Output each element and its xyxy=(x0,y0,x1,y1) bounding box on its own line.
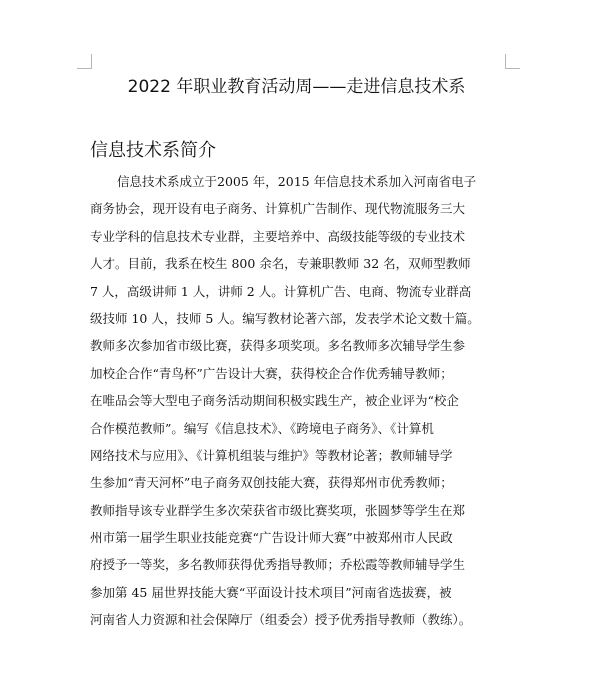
paragraph-line: 府授予一等奖，多名教师获得优秀指导教师；乔松霞等教师辅导学生 xyxy=(90,557,466,573)
paragraph-line: 合作模范教师”。编写《信息技术》、《跨境电子商务》、《计算机 xyxy=(90,420,434,436)
crop-mark-top-right xyxy=(505,54,520,69)
paragraph-line: 州市第一届学生职业技能竞赛“广告设计师大赛”中被郑州市人民政 xyxy=(90,530,453,546)
crop-mark-top-left xyxy=(77,54,92,69)
paragraph-line: 参加第 45 届世界技能大赛“平面设计技术项目”河南省选拔赛，被 xyxy=(90,584,452,600)
paragraph-line: 级技师 10 人，技师 5 人。编写教材论著六部，发表学术论文数十篇。 xyxy=(90,310,480,326)
paragraph-line: 生参加“青天河杯”电子商务双创技能大赛，获得郑州市优秀教师； xyxy=(90,475,453,491)
paragraph-line: 信息技术系成立于2005 年，2015 年信息技术系加入河南省电子 xyxy=(117,174,477,189)
paragraph-line: 河南省人力资源和社会保障厅（组委会）授予优秀指导教师（教练）。 xyxy=(90,612,472,628)
document-title: 2022 年职业教育活动周——走进信息技术系 xyxy=(127,77,466,97)
paragraph-line: 网络技术与应用》、《计算机组装与维护》等教材论著；教师辅导学 xyxy=(90,447,453,463)
body-paragraph xyxy=(90,168,520,634)
paragraph-line: 专业学科的信息技术专业群，主要培养中、高级技能等级的专业技术 xyxy=(90,228,466,244)
paragraph-line: 人才。目前，我系在校生 800 余名，专兼职教师 32 名，双师型教师 xyxy=(90,256,471,272)
paragraph-line: 7 人，高级讲师 1 人，讲师 2 人。计算机广告、电商、物流专业群高 xyxy=(90,283,472,299)
section-heading: 信息技术系简介 xyxy=(90,140,216,161)
paragraph-line: 教师多次参加省市级比赛，获得多项奖项。多名教师多次辅导学生参 xyxy=(90,338,466,354)
paragraph-line: 在唯品会等大型电子商务活动期间积极实践生产，被企业评为“校企 xyxy=(90,393,459,409)
paragraph-line: 加校企合作“青鸟杯”广告设计大赛，获得校企合作优秀辅导教师； xyxy=(90,365,453,381)
paragraph-line: 教师指导该专业群学生多次荣获省市级比赛奖项，张圆梦等学生在郑 xyxy=(90,502,466,518)
paragraph-line: 商务协会，现开设有电子商务、计算机广告制作、现代物流服务三大 xyxy=(90,201,466,217)
